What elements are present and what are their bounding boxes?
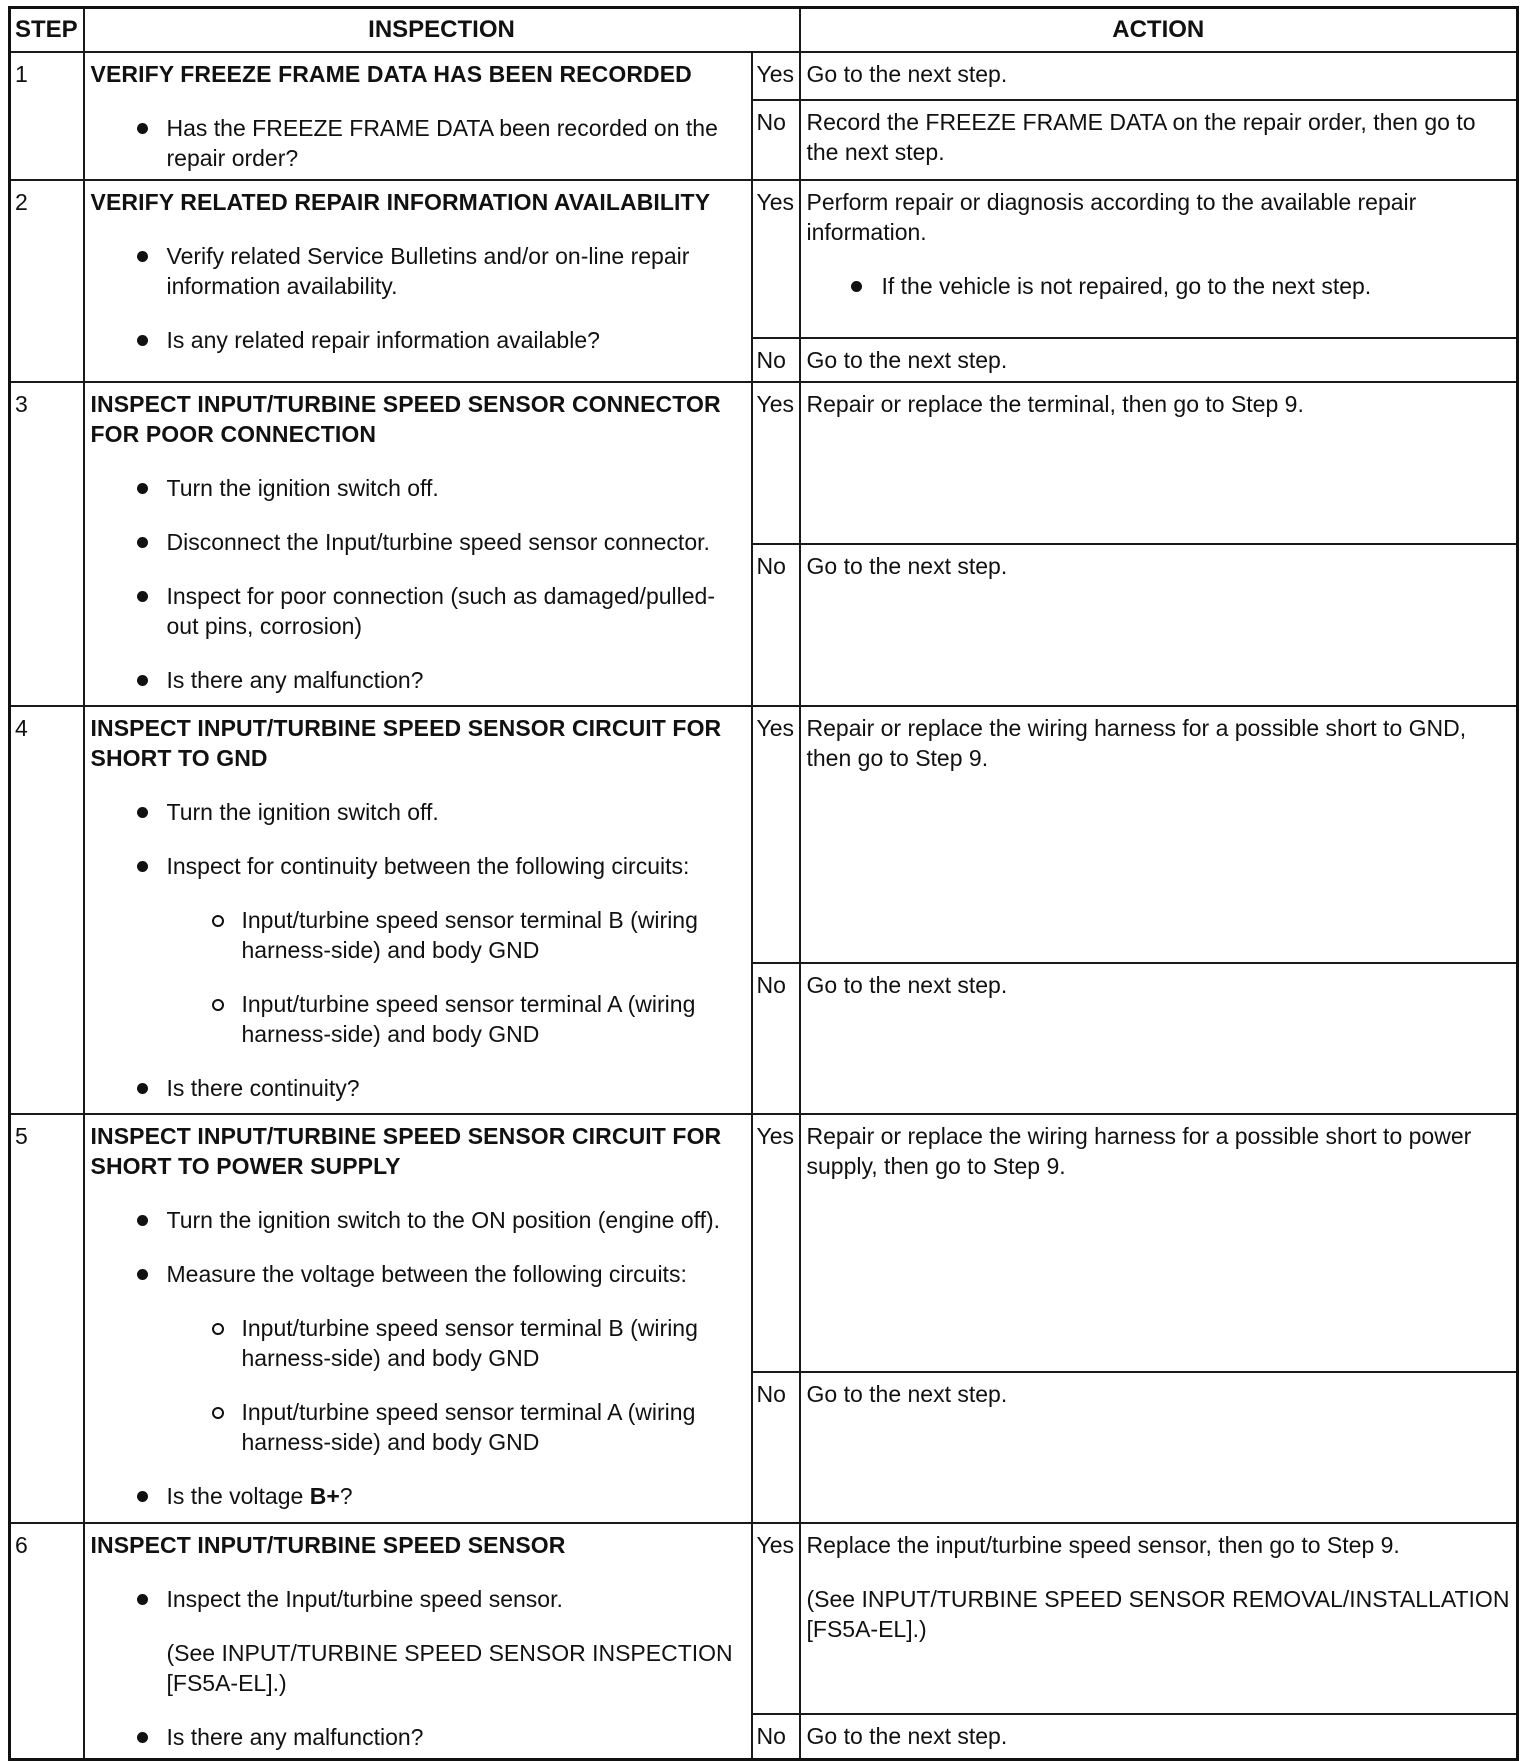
sub-bullet-list: [91, 1313, 745, 1457]
no-action: Go to the next step.: [800, 338, 1518, 382]
header-row: [10, 8, 1518, 53]
list-item-text: Inspect for continuity between the following circuits:: [166, 853, 690, 879]
diagnostic-procedure-page: [8, 6, 1516, 1761]
list-item: Turn the ignition switch off.: [91, 473, 745, 503]
voltage-value: B+: [309, 1483, 340, 1509]
question-prefix: Is the voltage: [166, 1483, 310, 1509]
table-row: [10, 180, 1518, 338]
list-item: Is there any malfunction?: [91, 1722, 745, 1752]
inspection-cell: [84, 180, 752, 382]
list-item: Has the FREEZE FRAME DATA been recorded on the repair order?: [91, 113, 745, 173]
inspection-title: INSPECT INPUT/TURBINE SPEED SENSOR CIRCUIT FOR SHORT TO GND: [90, 715, 722, 771]
yes-label: Yes: [752, 706, 800, 963]
yes-action: Repair or replace the wiring harness for a possible short to power supply, then go to Step 9.: [800, 1114, 1518, 1372]
list-item: Is there continuity?: [91, 1073, 745, 1103]
question-suffix: ?: [339, 1483, 353, 1509]
yes-action: Repair or replace the wiring harness for a possible short to GND, then go to Step 9.: [800, 706, 1518, 963]
list-item: [91, 1481, 745, 1511]
list-item: Verify related Service Bulletins and/or on-line repair information availability.: [91, 241, 745, 301]
step-number: 5: [10, 1114, 84, 1523]
sub-list-item: Input/turbine speed sensor terminal B (wiring harness-side) and body GND: [91, 905, 745, 965]
list-item: Inspect the Input/turbine speed sensor.: [91, 1584, 745, 1614]
yes-label: Yes: [752, 1523, 800, 1714]
header-inspection: INSPECTION: [84, 8, 800, 53]
table-row: [10, 382, 1518, 544]
inspection-title: INSPECT INPUT/TURBINE SPEED SENSOR: [90, 1532, 566, 1558]
step-number: 3: [10, 382, 84, 706]
bullet-list: [91, 113, 745, 173]
list-item: Inspect for poor connection (such as damaged/pulled-out pins, corrosion): [91, 581, 745, 641]
sub-list-item: Input/turbine speed sensor terminal A (wiring harness-side) and body GND: [91, 989, 745, 1049]
header-action: ACTION: [800, 8, 1518, 53]
inspection-cell: [84, 1114, 752, 1523]
yes-label: Yes: [752, 180, 800, 338]
bullet-list: [91, 241, 745, 355]
bullet-list: [91, 473, 745, 695]
step-number: 4: [10, 706, 84, 1114]
inspection-cell: [84, 706, 752, 1114]
list-item: [91, 851, 745, 1049]
action-bullet-list: [807, 271, 1511, 301]
no-action: Record the FREEZE FRAME DATA on the repair order, then go to the next step.: [800, 100, 1518, 180]
no-action: Go to the next step.: [800, 963, 1518, 1114]
reference-note: (See INPUT/TURBINE SPEED SENSOR INSPECTION [FS5A-EL].): [166, 1640, 733, 1696]
yes-action: Go to the next step.: [800, 52, 1518, 100]
table-row: [10, 1114, 1518, 1372]
bullet-list: [91, 797, 745, 1103]
no-label: No: [752, 544, 800, 706]
bullet-list: [91, 1205, 745, 1511]
list-item: [91, 1259, 745, 1457]
no-label: No: [752, 1714, 800, 1760]
no-label: No: [752, 963, 800, 1114]
bullet-list: [91, 1584, 745, 1614]
list-item: Is there any malfunction?: [91, 665, 745, 695]
sub-bullet-list: [91, 905, 745, 1049]
inspection-title: INSPECT INPUT/TURBINE SPEED SENSOR CONNECTOR FOR POOR CONNECTION: [90, 391, 721, 447]
yes-action-cell: [800, 1523, 1518, 1714]
yes-label: Yes: [752, 382, 800, 544]
table-row: [10, 52, 1518, 100]
no-action: Go to the next step.: [800, 544, 1518, 706]
no-action: Go to the next step.: [800, 1714, 1518, 1760]
list-item: Turn the ignition switch to the ON position (engine off).: [91, 1205, 745, 1235]
table-row: [10, 1523, 1518, 1714]
reference-note: (See INPUT/TURBINE SPEED SENSOR REMOVAL/INSTALLATION [FS5A-EL].): [806, 1586, 1510, 1642]
step-number: 6: [10, 1523, 84, 1760]
sub-list-item: Input/turbine speed sensor terminal A (wiring harness-side) and body GND: [91, 1397, 745, 1457]
sub-list-item: Input/turbine speed sensor terminal B (wiring harness-side) and body GND: [91, 1313, 745, 1373]
diagnostic-table: [8, 6, 1519, 1761]
no-label: No: [752, 100, 800, 180]
list-item-text: Measure the voltage between the following circuits:: [166, 1261, 687, 1287]
inspection-title: VERIFY FREEZE FRAME DATA HAS BEEN RECORDED: [90, 61, 692, 87]
inspection-cell: [84, 1523, 752, 1760]
no-label: No: [752, 338, 800, 382]
yes-action: Replace the input/turbine speed sensor, then go to Step 9.: [806, 1532, 1400, 1558]
no-label: No: [752, 1372, 800, 1523]
list-item: Disconnect the Input/turbine speed sensor connector.: [91, 527, 745, 557]
yes-action: Perform repair or diagnosis according to the available repair information.: [806, 189, 1417, 245]
header-step: STEP: [10, 8, 84, 53]
table-row: [10, 706, 1518, 963]
bullet-list: [91, 1722, 745, 1752]
list-item: Turn the ignition switch off.: [91, 797, 745, 827]
yes-label: Yes: [752, 1114, 800, 1372]
no-action: Go to the next step.: [800, 1372, 1518, 1523]
inspection-cell: [84, 382, 752, 706]
inspection-title: INSPECT INPUT/TURBINE SPEED SENSOR CIRCUIT FOR SHORT TO POWER SUPPLY: [90, 1123, 722, 1179]
yes-label: Yes: [752, 52, 800, 100]
inspection-title: VERIFY RELATED REPAIR INFORMATION AVAILABILITY: [90, 189, 711, 215]
list-item: If the vehicle is not repaired, go to the next step.: [807, 271, 1511, 301]
yes-action-cell: [800, 180, 1518, 338]
step-number: 1: [10, 52, 84, 180]
yes-action: Repair or replace the terminal, then go to Step 9.: [800, 382, 1518, 544]
list-item: Is any related repair information available?: [91, 325, 745, 355]
step-number: 2: [10, 180, 84, 382]
inspection-cell: [84, 52, 752, 180]
